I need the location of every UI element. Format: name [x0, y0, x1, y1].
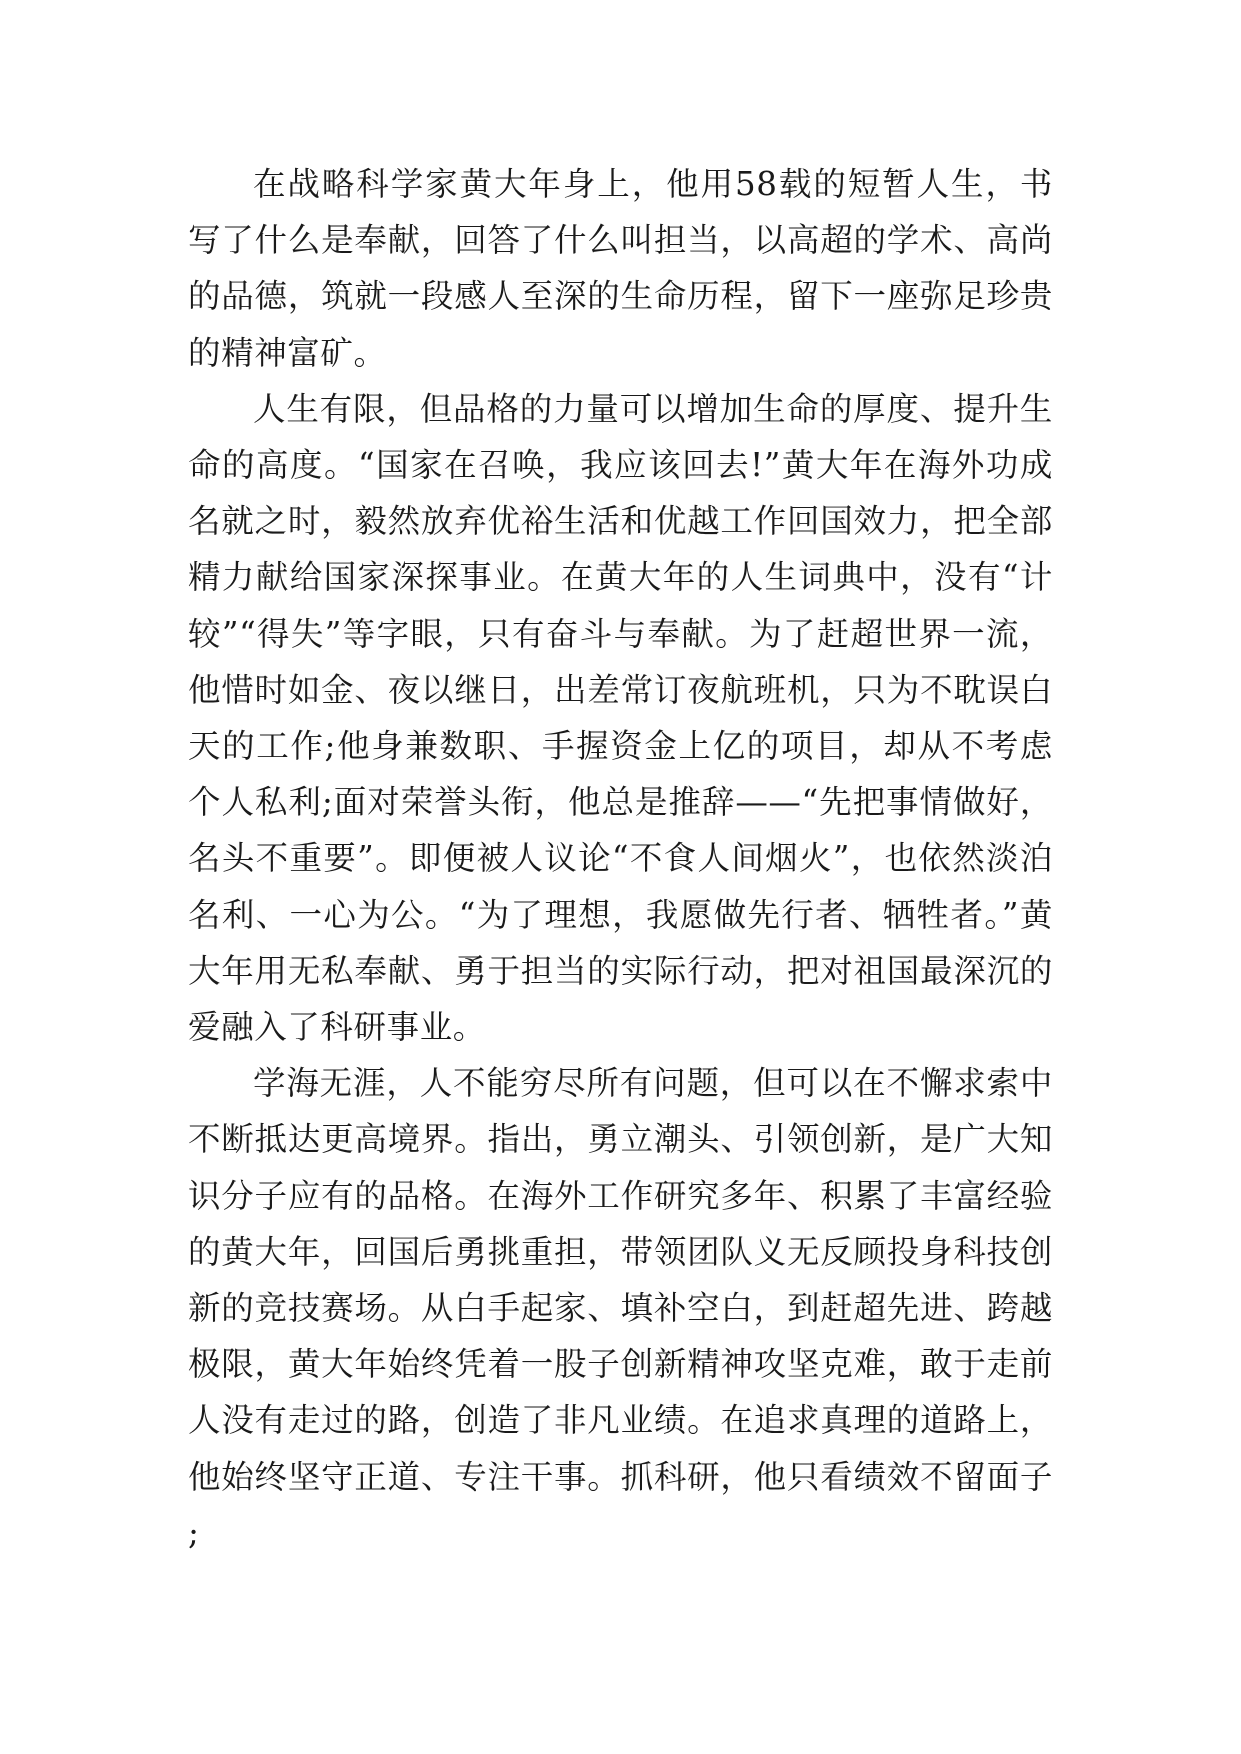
paragraph-1: 在战略科学家黄大年身上，他用58载的短暂人生，书写了什么是奉献，回答了什么叫担当，以高超的学术、高尚的品德，筑就一段感人至深的生命历程，留下一座弥足珍贵的精神富矿。 [188, 165, 1053, 372]
document-body [188, 156, 1053, 1561]
paragraph-2: 人生有限，但品格的力量可以增加生命的厚度、提升生命的高度。“国家在召唤，我应该回去!”黄大年在海外功成名就之时，毅然放弃优裕生活和优越工作回国效力，把全部精力献给国家深探事业。在黄大年的人生词典中，没有“计较”“得失”等字眼，只有奋斗与奉献。为了赶超世界一流，他惜时如金、夜以继日，出差常订夜航班机，只为不耽误白天的工作;他身兼数职、手握资金上亿的项目，却从不考虑个人私利;面对荣誉头衔，他总是推辞——“先把事情做好，名头不重要”。即便被人议论“不食人间烟火”，也依然淡泊名利、一心为公。“为了理想，我愿做先行者、牺牲者。”黄大年用无私奉献、勇于担当的实际行动，把对祖国最深沉的爱融入了科研事业。 [188, 389, 1053, 1047]
paragraph-3: 学海无涯，人不能穷尽所有问题，但可以在不懈求索中不断抵达更高境界。指出，勇立潮头、引领创新，是广大知识分子应有的品格。在海外工作研究多年、积累了丰富经验的黄大年，回国后勇挑重担，带领团队义无反顾投身科技创新的竞技赛场。从白手起家、填补空白，到赶超先进、跨越极限，黄大年始终凭着一股子创新精神攻坚克难，敢于走前人没有走过的路，创造了非凡业绩。在追求真理的道路上，他始终坚守正道、专注干事。抓科研，他只看绩效不留面子; [188, 1064, 1053, 1552]
